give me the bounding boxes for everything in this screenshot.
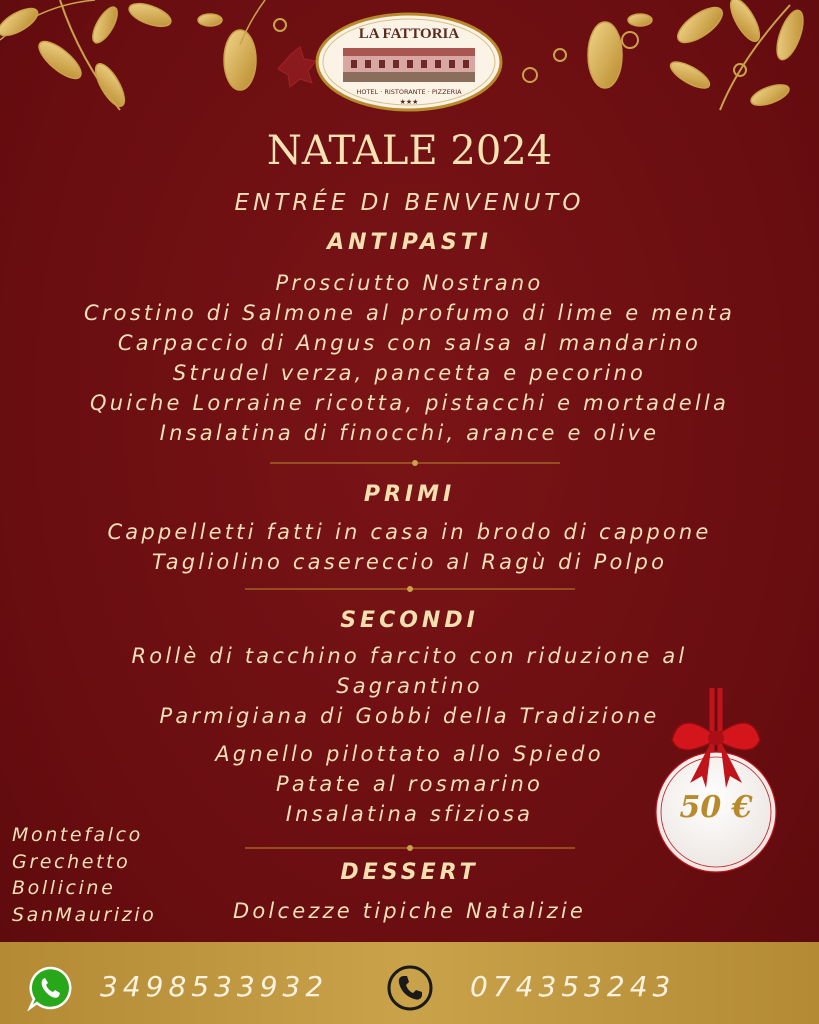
antipasti-item: Carpaccio di Angus con salsa al mandarino xyxy=(117,331,702,355)
logo-stars: ★★★ xyxy=(399,98,419,106)
wine-item: SanMaurizio xyxy=(12,903,157,926)
telephone-icon xyxy=(386,964,434,1012)
secondi-item: Parmigiana di Gobbi della Tradizione xyxy=(159,704,660,728)
wine-item: Montefalco xyxy=(12,824,143,846)
entree-heading: ENTRÉE DI BENVENUTO xyxy=(234,190,585,216)
ornament-divider xyxy=(270,459,560,467)
antipasti-item: Prosciutto Nostrano xyxy=(275,271,544,295)
price-tag-bow xyxy=(650,688,790,888)
dessert-item: Dolcezze tipiche Natalizie xyxy=(233,899,586,923)
secondi-item: Insalatina sfiziosa xyxy=(285,802,534,826)
secondi-item: Rollè di tacchino farcito con riduzione al xyxy=(131,644,688,668)
primi-item: Cappelletti fatti in casa in brodo di cappone xyxy=(107,520,712,544)
dessert-heading: DESSERT xyxy=(340,860,479,885)
logo-name-text: LA FATTORIA xyxy=(358,26,460,42)
wine-list xyxy=(12,822,156,928)
antipasti-heading: ANTIPASTI xyxy=(327,230,492,255)
secondi-item: Sagrantino xyxy=(336,674,483,698)
wine-item: Grechetto xyxy=(12,850,131,873)
antipasti-item: Strudel verza, pancetta e pecorino xyxy=(172,361,647,385)
whatsapp-number[interactable]: 3498533932 xyxy=(100,970,329,1003)
ornament-divider xyxy=(245,585,575,593)
secondi-item: Agnello pilottato allo Spiedo xyxy=(215,742,604,766)
logo-subtitle-text: HOTEL · RISTORANTE · PIZZERIA xyxy=(356,88,462,96)
ornament-divider xyxy=(245,844,575,852)
price-label: 50 € xyxy=(679,790,753,825)
primi-item: Tagliolino casereccio al Ragù di Polpo xyxy=(151,550,668,574)
phone-number[interactable]: 074353243 xyxy=(470,970,676,1003)
secondi-item: Patate al rosmarino xyxy=(275,772,544,796)
la-fattoria-logo xyxy=(315,12,503,112)
whatsapp-icon xyxy=(27,965,73,1011)
menu-title: NATALE 2024 xyxy=(266,128,553,174)
antipasti-item: Insalatina di finocchi, arance e olive xyxy=(159,421,660,445)
primi-heading: PRIMI xyxy=(363,482,456,507)
antipasti-item: Quiche Lorraine ricotta, pistacchi e mortadella xyxy=(89,391,730,415)
secondi-heading: SECONDI xyxy=(340,608,479,633)
wine-item: Bollicine xyxy=(12,877,116,899)
antipasti-item: Crostino di Salmone al profumo di lime e menta xyxy=(83,301,736,325)
